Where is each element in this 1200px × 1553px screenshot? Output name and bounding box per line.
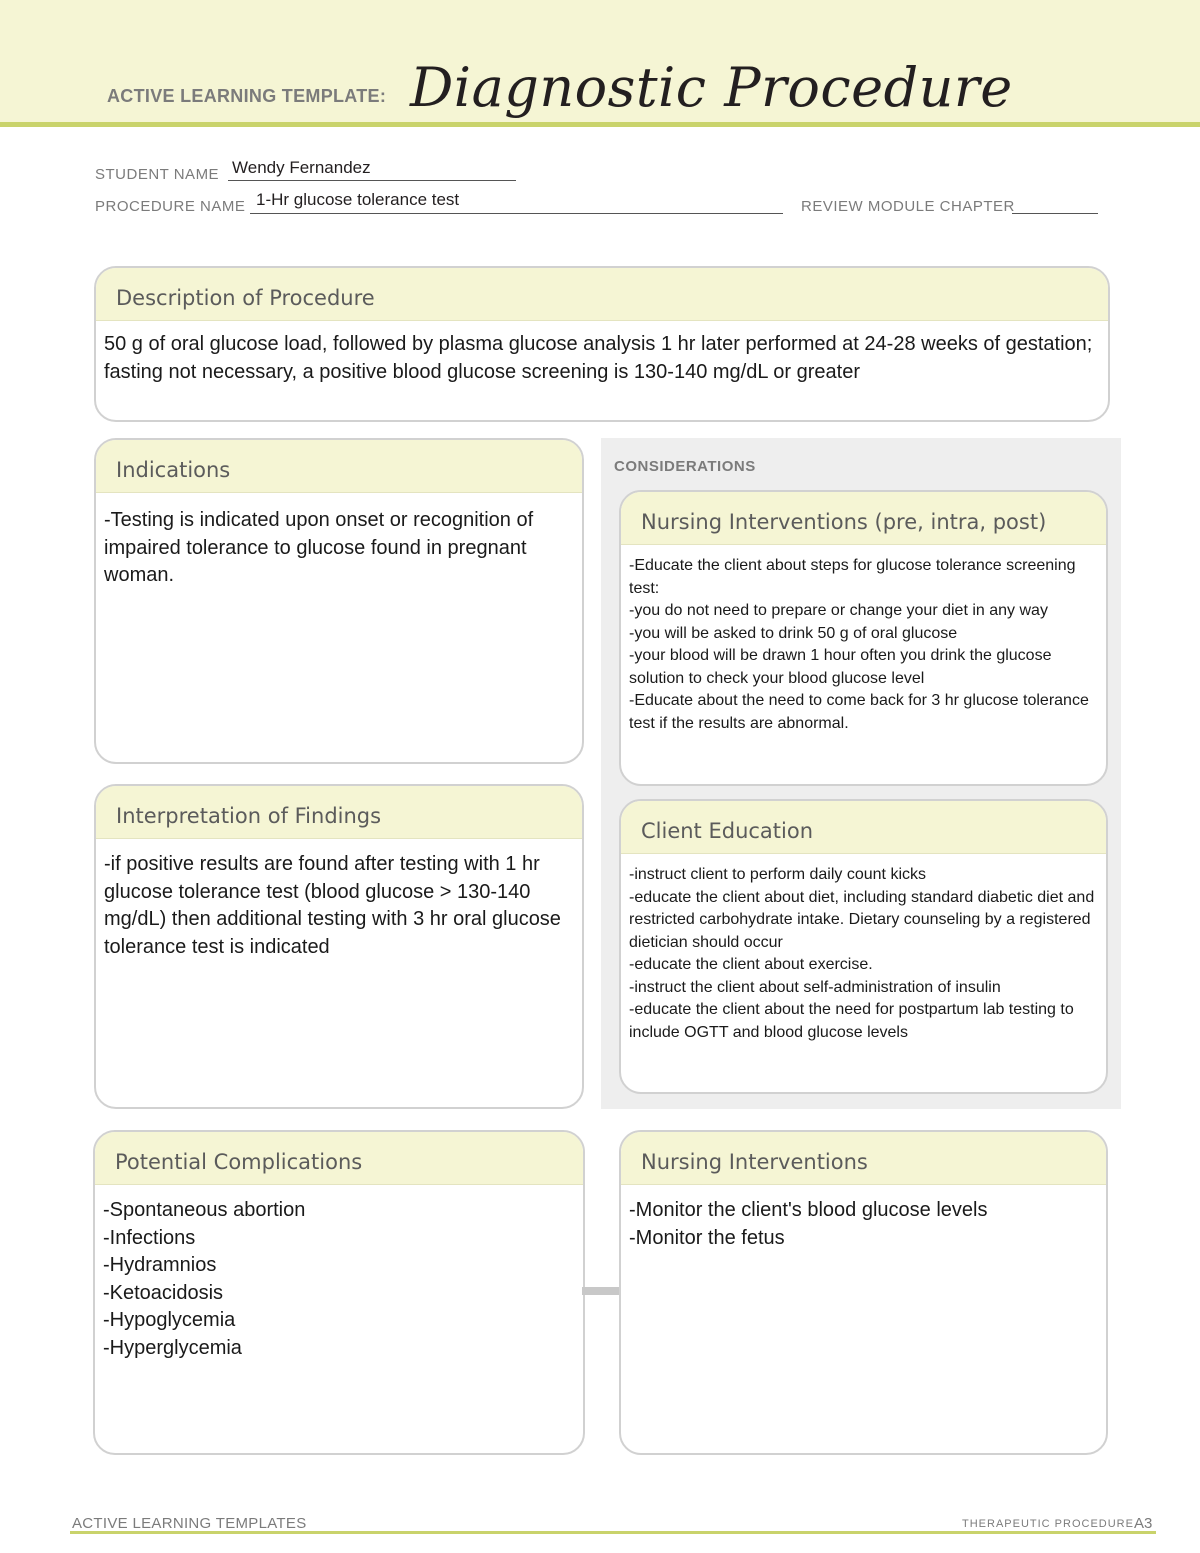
- complications-header: [95, 1132, 583, 1185]
- considerations-label: CONSIDERATIONS: [614, 458, 756, 475]
- client-education-text[interactable]: -instruct client to perform daily count kicks -educate the client about diet, including standard diabetic diet and restricted carbohydrate intake. Dietary counseling by a registered dietician should occur -educate the client about exercise. -instruct the client about self-administration of insulin -educate the client about the need for postpartum lab testing to include OGTT and blood glucose levels: [629, 866, 1095, 1041]
- description-box: [94, 266, 1110, 422]
- nursing-interventions-header: [621, 1132, 1106, 1185]
- nursing-interventions-pip-box: [619, 490, 1108, 786]
- nursing-interventions-text[interactable]: -Monitor the client's blood glucose levels -Monitor the fetus: [629, 1199, 988, 1249]
- box-connector: [582, 1287, 620, 1295]
- description-text[interactable]: 50 g of oral glucose load, followed by plasma glucose analysis 1 hr later performed at 24-28 weeks of gestation; fasting not necessary, a positive blood glucose screening is 130-140 mg/dL or greater: [104, 333, 1098, 383]
- client-education-title: Client Education: [641, 819, 814, 843]
- interpretation-title: Interpretation of Findings: [116, 804, 382, 828]
- client-education-box: [619, 799, 1108, 1094]
- description-title: Description of Procedure: [116, 286, 375, 310]
- indications-box: [94, 438, 584, 764]
- student-name-label: STUDENT NAME: [95, 166, 220, 183]
- procedure-name-field[interactable]: 1-Hr glucose tolerance test: [256, 190, 460, 209]
- complications-box: [93, 1130, 585, 1455]
- indications-text[interactable]: -Testing is indicated upon onset or recognition of impaired tolerance to glucose found in pregnant woman.: [104, 509, 539, 586]
- review-module-label: REVIEW MODULE CHAPTER: [801, 198, 1015, 215]
- complications-text[interactable]: -Spontaneous abortion -Infections -Hydramnios -Ketoacidosis -Hypoglycemia -Hyperglycemia: [103, 1199, 306, 1359]
- student-name-field[interactable]: Wendy Fernandez: [232, 158, 371, 177]
- nursing-interventions-pip-title: Nursing Interventions (pre, intra, post): [641, 510, 1047, 534]
- nursing-interventions-box: [619, 1130, 1108, 1455]
- student-name-line: [228, 180, 516, 181]
- complications-title: Potential Complications: [115, 1150, 363, 1174]
- indications-header: [96, 440, 582, 493]
- nursing-interventions-pip-text[interactable]: -Educate the client about steps for glucose tolerance screening test: -you do not need to prepare or change your diet in any way -you will be asked to drink 50 g of oral glucose -your blood will be drawn 1 hour often you drink the glucose solution to check your blood glucose level -Educate about the need to come back for 3 hr glucose tolerance test if the results are abnormal.: [629, 557, 1089, 732]
- page-title: Diagnostic Procedure: [410, 56, 1013, 119]
- footer-left-label: ACTIVE LEARNING TEMPLATES: [72, 1515, 307, 1532]
- nursing-interventions-pip-header: [621, 492, 1106, 545]
- description-header: [96, 268, 1108, 321]
- footer-right-label: THERAPEUTIC PROCEDURE: [962, 1518, 1134, 1530]
- indications-title: Indications: [116, 458, 231, 482]
- header-rule: [0, 122, 1200, 127]
- page-number: A3: [1134, 1515, 1153, 1532]
- interpretation-header: [96, 786, 582, 839]
- nursing-interventions-title: Nursing Interventions: [641, 1150, 868, 1174]
- procedure-name-label: PROCEDURE NAME: [95, 198, 246, 215]
- interpretation-box: [94, 784, 584, 1109]
- interpretation-text[interactable]: -if positive results are found after testing with 1 hr glucose tolerance test (blood glucose > 130-140 mg/dL) then additional testing with 3 hr oral glucose tolerance test is indicated: [104, 853, 567, 958]
- template-label: ACTIVE LEARNING TEMPLATE:: [107, 86, 387, 106]
- review-module-field[interactable]: [1012, 213, 1098, 214]
- procedure-name-line: [250, 213, 783, 214]
- client-education-header: [621, 801, 1106, 854]
